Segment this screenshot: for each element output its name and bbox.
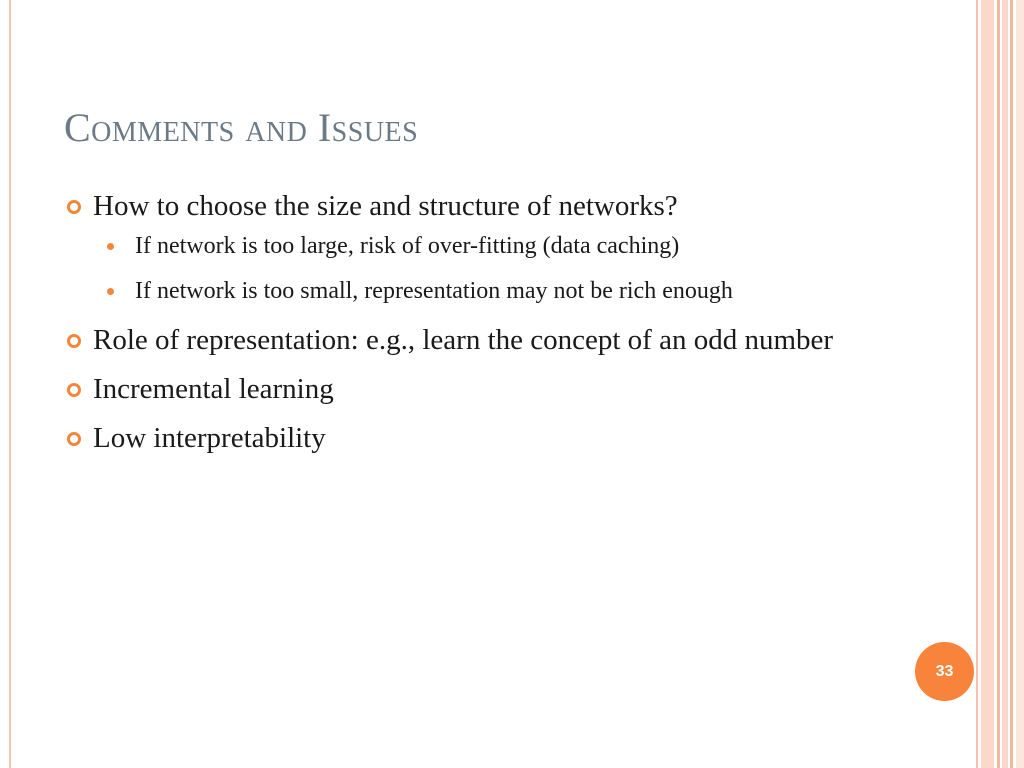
ring-bullet-icon: [67, 432, 81, 446]
stripe: [1016, 0, 1024, 768]
stripe: [981, 0, 994, 768]
sub-bullet-item: [93, 275, 893, 308]
bullet-item: [64, 369, 864, 410]
left-border-line: [9, 0, 11, 768]
dot-bullet-icon: [107, 243, 114, 250]
dot-bullet-icon: [107, 288, 114, 295]
bullet-list: [64, 186, 864, 467]
ring-bullet-icon: [67, 334, 81, 348]
sub-bullet-text: If network is too large, risk of over-fitting (data caching): [135, 233, 680, 259]
bullet-text: Role of representation: e.g., learn the concept of an odd number: [93, 324, 834, 356]
bullet-item: [64, 320, 864, 361]
stripe: [1002, 0, 1008, 768]
bullet-text: How to choose the size and structure of networks?: [93, 190, 678, 222]
ring-bullet-icon: [67, 383, 81, 397]
stripe: [1010, 0, 1013, 768]
bullet-item: [64, 186, 864, 308]
right-decorative-stripes: [976, 0, 1024, 768]
sub-bullet-list: [93, 230, 864, 308]
slide-title: Comments and Issues: [64, 105, 419, 150]
stripe: [997, 0, 1000, 768]
sub-bullet-item: [93, 230, 893, 263]
bullet-text: Low interpretability: [93, 422, 326, 454]
bullet-item: [64, 418, 864, 459]
stripe: [976, 0, 978, 768]
ring-bullet-icon: [67, 200, 81, 214]
sub-bullet-text: If network is too small, representation may not be rich enough: [135, 278, 733, 304]
page-number-badge: 33: [915, 642, 974, 701]
bullet-text: Incremental learning: [93, 373, 334, 405]
